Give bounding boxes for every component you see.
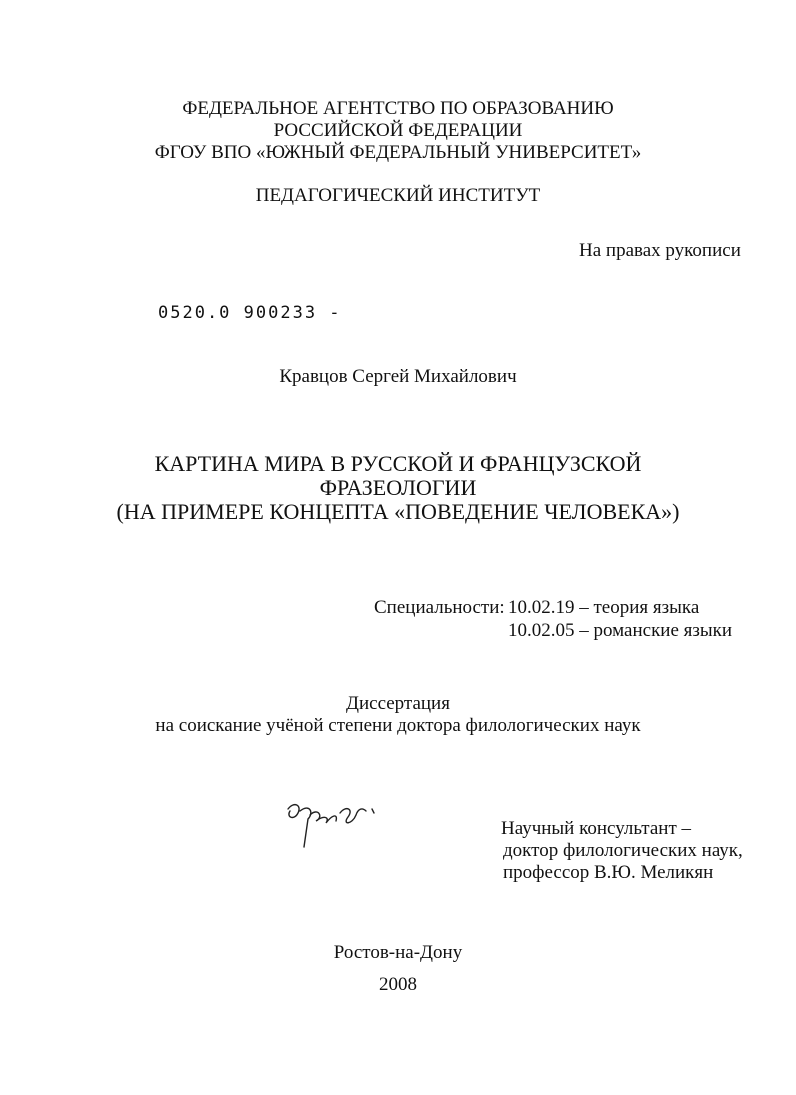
- city: Ростов-на-Дону: [333, 942, 463, 963]
- signature-icon: [280, 795, 390, 855]
- consultant-role: Научный консультант –: [501, 818, 691, 839]
- header-federation: РОССИЙСКОЙ ФЕДЕРАЦИИ: [273, 120, 523, 141]
- title-line-1: КАРТИНА МИРА В РУССКОЙ И ФРАНЦУЗСКОЙ: [154, 451, 642, 476]
- specialty-2: 10.02.05 – романские языки: [508, 620, 733, 641]
- header-agency: ФЕДЕРАЛЬНОЕ АГЕНТСТВО ПО ОБРАЗОВАНИЮ: [182, 98, 614, 119]
- rights-note: На правах рукописи: [579, 240, 741, 261]
- author-name: Кравцов Сергей Михайлович: [279, 366, 517, 387]
- title-line-3: (НА ПРИМЕРЕ КОНЦЕПТА «ПОВЕДЕНИЕ ЧЕЛОВЕКА»): [116, 499, 680, 524]
- specialty-1: 10.02.19 – теория языка: [508, 597, 700, 618]
- year: 2008: [379, 974, 417, 995]
- header-university: ФГОУ ВПО «ЮЖНЫЙ ФЕДЕРАЛЬНЫЙ УНИВЕРСИТЕТ»: [154, 142, 642, 163]
- degree-type: Диссертация: [346, 693, 450, 714]
- catalog-code: 0520.0 900233 -: [158, 303, 342, 323]
- degree-description: на соискание учёной степени доктора филологических наук: [155, 715, 641, 736]
- header-institute: ПЕДАГОГИЧЕСКИЙ ИНСТИТУТ: [255, 185, 541, 206]
- consultant-name: профессор В.Ю. Меликян: [503, 862, 714, 883]
- title-line-2: ФРАЗЕОЛОГИИ: [319, 475, 477, 500]
- consultant-degree: доктор филологических наук,: [503, 840, 743, 861]
- specialties-label: Специальности:: [374, 597, 505, 618]
